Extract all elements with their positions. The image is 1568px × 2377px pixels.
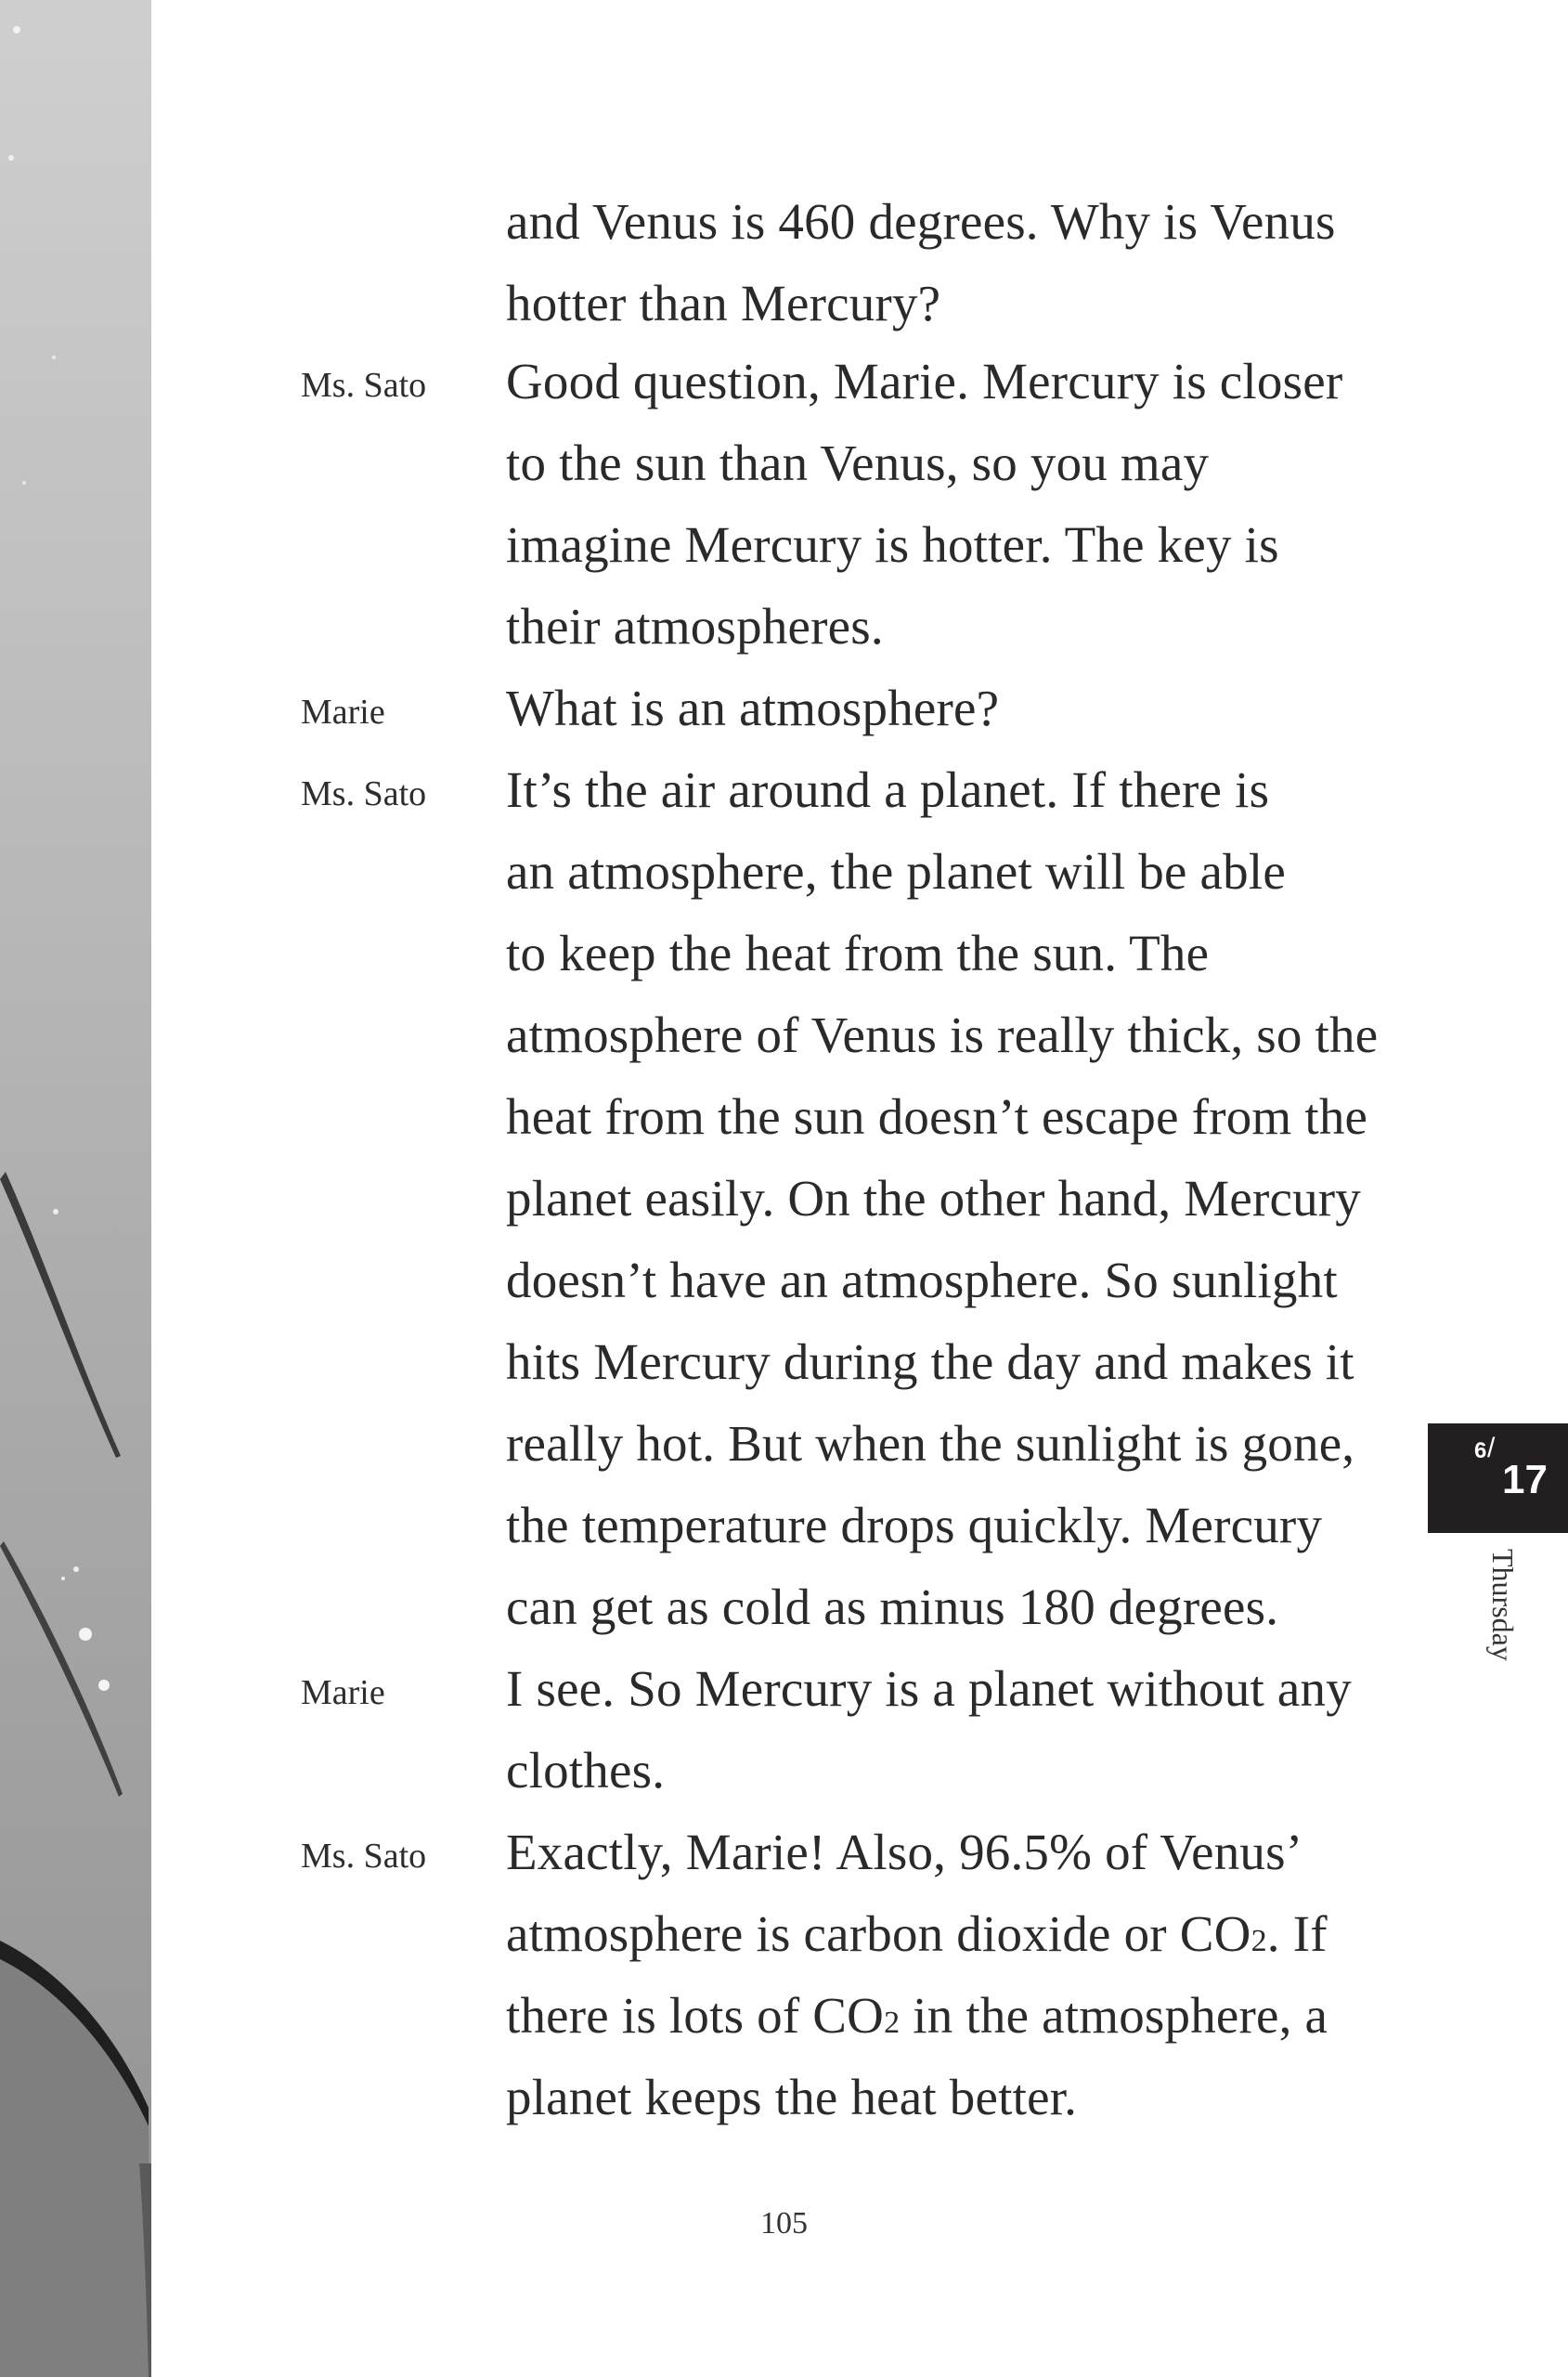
dialogue-line: doesn’t have an atmosphere. So sunlight bbox=[506, 1252, 1338, 1308]
subscript-digit: 2 bbox=[1251, 1924, 1267, 1958]
dialogue-line: hotter than Mercury? bbox=[506, 275, 941, 331]
side-illustration bbox=[0, 0, 151, 2377]
date-tab bbox=[1428, 1423, 1568, 1533]
date-month: 6 bbox=[1474, 1438, 1487, 1463]
date-weekday: Thursday bbox=[1486, 1549, 1520, 1661]
grass-illustration bbox=[0, 0, 151, 2377]
dialogue-line: atmosphere of Venus is really thick, so the bbox=[506, 1007, 1379, 1063]
dialogue-line: atmosphere is carbon dioxide or CO2. If bbox=[506, 1905, 1328, 1962]
dialogue-line: Good question, Marie. Mercury is closer bbox=[506, 353, 1343, 409]
dialogue-line: It’s the air around a planet. If there is bbox=[506, 761, 1270, 818]
subscript-digit: 2 bbox=[884, 2006, 901, 2040]
dialogue-line: What is an atmosphere? bbox=[506, 680, 1000, 736]
dialogue-line: imagine Mercury is hotter. The key is bbox=[506, 516, 1279, 573]
dialogue-line: the temperature drops quickly. Mercury bbox=[506, 1497, 1323, 1553]
date-day: 17 bbox=[1502, 1457, 1548, 1502]
speaker-label: Marie bbox=[301, 693, 385, 732]
dialogue-line: an atmosphere, the planet will be able bbox=[506, 843, 1286, 900]
date-slash: / bbox=[1487, 1433, 1496, 1463]
dialogue-line: and Venus is 460 degrees. Why is Venus bbox=[506, 193, 1336, 250]
dialogue-line: clothes. bbox=[506, 1742, 666, 1799]
dialogue-line: there is lots of CO2 in the atmosphere, a bbox=[506, 1987, 1328, 2044]
speaker-label: Ms. Sato bbox=[301, 1837, 427, 1876]
dialogue-line: I see. So Mercury is a planet without any bbox=[506, 1660, 1352, 1717]
dialogue-line: really hot. But when the sunlight is gone, bbox=[506, 1415, 1355, 1472]
speaker-label: Marie bbox=[301, 1673, 385, 1712]
dialogue-line: Exactly, Marie! Also, 96.5% of Venus’ bbox=[506, 1824, 1303, 1880]
dialogue-line: their atmospheres. bbox=[506, 598, 884, 655]
speaker-label: Ms. Sato bbox=[301, 774, 427, 813]
dialogue-line: planet keeps the heat better. bbox=[506, 2069, 1078, 2125]
dialogue-line: to keep the heat from the sun. The bbox=[506, 925, 1210, 981]
dialogue-line: can get as cold as minus 180 degrees. bbox=[506, 1578, 1279, 1635]
dialogue-line: planet easily. On the other hand, Mercury bbox=[506, 1170, 1361, 1227]
page-number: 105 bbox=[760, 2206, 808, 2241]
dialogue-line: heat from the sun doesn’t escape from the bbox=[506, 1088, 1368, 1145]
speaker-label: Ms. Sato bbox=[301, 366, 427, 405]
dialogue-line: hits Mercury during the day and makes it bbox=[506, 1333, 1354, 1390]
dialogue-line: to the sun than Venus, so you may bbox=[506, 435, 1210, 491]
